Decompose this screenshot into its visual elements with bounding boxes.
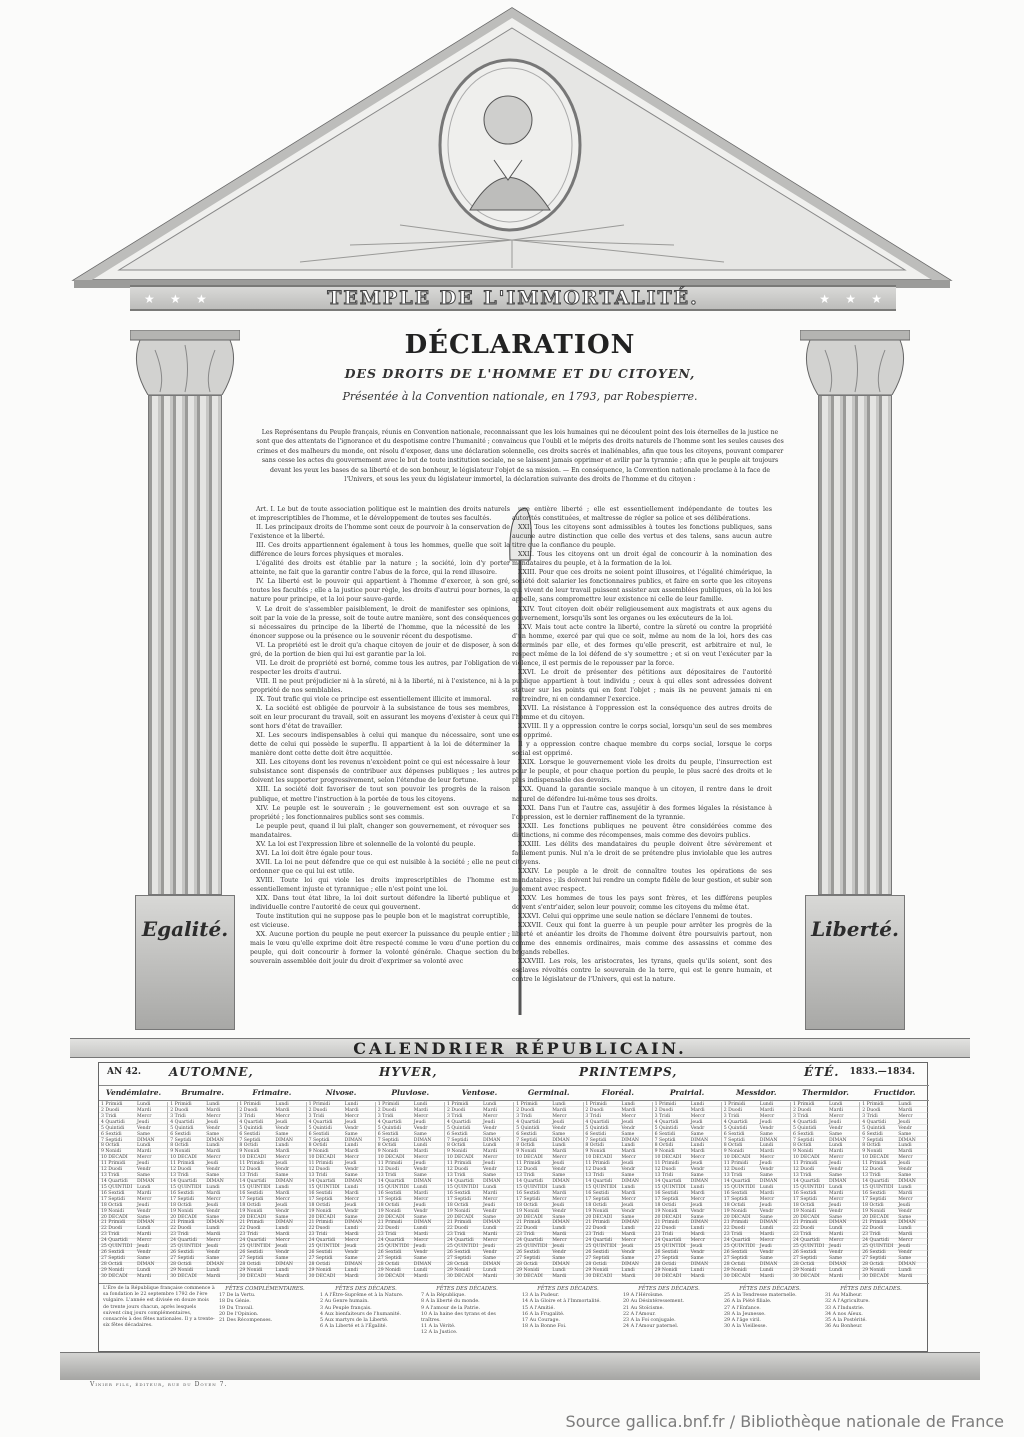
article-paragraph: XX. Aucune portion du peuple ne peut exercer la puissance du peuple entier ; mais le vœu qu'elle exprime doit être respecté comme le vœu d'une portion du peuple, qui doit concourir à former la volonté générale. Chaque section du souverain assemblée doit jouir du droit d'exprimer sa volonté avec [250,931,510,966]
declaration-title: DÉCLARATION [404,330,636,360]
corinthian-capital [130,330,240,395]
fete-line: 21 Des Récompenses. [219,1318,273,1324]
preamble: Les Représentans du Peuple français, réunis en Convention nationale, reconnaissant que les lois humaines qui ne découlent point des lois éternelles de la justice ne sont que des attentats de l'ignorance et du despotisme contre l'humanité ; convaincus que l'oubli et le mépris des droits naturels de l'homme sont les seules causes des crimes et des malheurs du monde, ont résolu d'exposer, dans une déclaration solennelle, ces droits sacrés et inaliénables, afin que tous les citoyens, pouvant comparer sans cesse les actes du gouvernement avec le but de toute institution sociale, ne se laissent jamais opprimer et avilir par la tyrannie ; afin que le peuple ait toujours devant les yeux les bases de sa liberté et de son bonheur, le législateur l'objet de sa mission. — En conséquence, la Convention nationale proclame à la face de l'Univers, et sous les yeux du législateur immortel, la déclaration suivante des droits de l'homme et du citoyen : [256,429,784,484]
pedestal [135,895,235,1030]
fete-line: 29 A l'âge viril. [724,1318,761,1324]
article-paragraph: XXXIII. Les délits des mandataires du peuple doivent être sévèrement et facilement punis. Nul n'a le droit de se prétendre plus inviolable que les autres citoyens. [512,840,772,866]
season-autumn: AUTOMNE, [169,1065,254,1079]
fetes-column [724,1286,816,1330]
decade-day-column: 1 Primidi 2 Duodi 3 Tridi 4 Quartidi 5 Quintidi 6 Sextidi 7 Septidi 8 Octidi 9 Nonidi 10 DECADI 11 Primidi 12 Duodi 13 Tridi 14 Quartidi 15 QUINTIDI 16 Sextidi 17 Septidi 18 Octidi 19 Nonidi 20 DECADI 21 Primidi 22 Duodi 23 Tridi 24 Quartidi 25 QUINTIDI 26 Sextidi 27 Septidi 28 Octidi 29 Nonidi 30 DECADI [516,1102,548,1279]
weekday-column: Lundi Mardi Mercr Jeudi Vendr Same DIMAN Lundi Mardi Mercr Jeudi Vendr Same DIMAN Lundi Mardi Mercr Jeudi Vendr Same DIMAN Lundi Mardi Mercr Jeudi Vendr Same DIMAN Lundi Mardi [621,1102,639,1279]
months-header-row [99,1085,929,1101]
fete-line: 10 A la haine des tyrans et des traîtres. [421,1311,496,1324]
fetes-row [99,1283,929,1353]
calendar-base [60,1352,980,1380]
decade-day-column: 1 Primidi 2 Duodi 3 Tridi 4 Quartidi 5 Quintidi 6 Sextidi 7 Septidi 8 Octidi 9 Nonidi 10 DECADI 11 Primidi 12 Duodi 13 Tridi 14 Quartidi 15 QUINTIDI 16 Sextidi 17 Septidi 18 Octidi 19 Nonidi 20 DECADI 21 Primidi 22 Duodi 23 Tridi 24 Quartidi 25 QUINTIDI 26 Sextidi 27 Septidi 28 Octidi 29 Nonidi 30 DECADI [377,1102,409,1279]
fete-line: 7 A la République. [421,1293,466,1299]
month-header: Prairial. [669,1088,705,1097]
decade-day-column: 1 Primidi 2 Duodi 3 Tridi 4 Quartidi 5 Quintidi 6 Sextidi 7 Septidi 8 Octidi 9 Nonidi 10 DECADI 11 Primidi 12 Duodi 13 Tridi 14 Quartidi 15 QUINTIDI 16 Sextidi 17 Septidi 18 Octidi 19 Nonidi 20 DECADI 21 Primidi 22 Duodi 23 Tridi 24 Quartidi 25 QUINTIDI 26 Sextidi 27 Septidi 28 Octidi 29 Nonidi 30 DECADI [308,1102,340,1279]
article-paragraph: XIX. Dans tout état libre, la loi doit surtout défendre la liberté publique et individuelle contre l'autorité de ceux qui gouvernent. [250,895,510,912]
declaration-subtitle: DES DROITS DE L'HOMME ET DU CITOYEN, [344,366,696,381]
temple-title: TEMPLE DE L'IMMORTALITÉ. [327,287,699,309]
fetes-title: FÊTES DES DÉCADES. [638,1286,700,1292]
fluted-shaft [148,395,222,895]
fetes-column [219,1286,311,1324]
decade-day-column: 1 Primidi 2 Duodi 3 Tridi 4 Quartidi 5 Quintidi 6 Sextidi 7 Septidi 8 Octidi 9 Nonidi 10 DECADI 11 Primidi 12 Duodi 13 Tridi 14 Quartidi 15 QUINTIDI 16 Sextidi 17 Septidi 18 Octidi 19 Nonidi 20 DECADI 21 Primidi 22 Duodi 23 Tridi 24 Quartidi 25 QUINTIDI 26 Sextidi 27 Septidi 28 Octidi 29 Nonidi 30 DECADI [447,1102,479,1279]
weekday-column: Lundi Mardi Mercr Jeudi Vendr Same DIMAN Lundi Mardi Mercr Jeudi Vendr Same DIMAN Lundi Mardi Mercr Jeudi Vendr Same DIMAN Lundi Mardi Mercr Jeudi Vendr Same DIMAN Lundi Mardi [483,1102,501,1279]
fetes-title: FÊTES DES DÉCADES. [537,1286,599,1292]
article-paragraph: XXIII. Pour que ces droits ne soient point illusoires, et l'égalité chimérique, la société doit salarier les fonctionnaires publics, et faire en sorte que les citoyens qui vivent de leur travail puissent assister aux assemblées publiques, où la loi les appelle, sans compromettre leur existence ni celle de leur famille. [512,569,772,604]
weekday-column: Lundi Mardi Mercr Jeudi Vendr Same DIMAN Lundi Mardi Mercr Jeudi Vendr Same DIMAN Lundi Mardi Mercr Jeudi Vendr Same DIMAN Lundi Mardi Mercr Jeudi Vendr Same DIMAN Lundi Mardi [206,1102,224,1279]
article-paragraph: XVII. La loi ne peut défendre que ce qui est nuisible à la société ; elle ne peut ordonner que ce qui lui est utile. [250,858,510,875]
liberte-label: Liberté. [811,917,899,941]
fete-line: 31 Au Malheur. [825,1293,863,1299]
articles-left-column [250,505,510,966]
article-paragraph: XXXII. Les fonctions publiques ne peuvent être considérées comme des distinctions, ni comme des récompenses, mais comme des devoirs publics. [512,822,772,839]
fete-line: 1 A l'Être-Suprême et à la Nature. [320,1293,404,1299]
article-paragraph: XXXV. Les hommes de tous les pays sont frères, et les différens peuples doivent s'entr'aider, selon leur pouvoir, comme les citoyens du même état. [512,895,772,912]
article-paragraph: XXVII. La résistance à l'oppression est la conséquence des autres droits de l'homme et du citoyen. [512,705,772,722]
weekday-column: Lundi Mardi Mercr Jeudi Vendr Same DIMAN Lundi Mardi Mercr Jeudi Vendr Same DIMAN Lundi Mardi Mercr Jeudi Vendr Same DIMAN Lundi Mardi Mercr Jeudi Vendr Same DIMAN Lundi Mardi [759,1102,778,1279]
star-icon: ★ [871,292,882,306]
weekday-column: Lundi Mardi Mercr Jeudi Vendr Same DIMAN Lundi Mardi Mercr Jeudi Vendr Same DIMAN Lundi Mardi Mercr Jeudi Vendr Same DIMAN Lundi Mardi Mercr Jeudi Vendr Same DIMAN Lundi Mardi [690,1102,709,1279]
weekday-column: Lundi Mardi Mercr Jeudi Vendr Same DIMAN Lundi Mardi Mercr Jeudi Vendr Same DIMAN Lundi Mardi Mercr Jeudi Vendr Same DIMAN Lundi Mardi Mercr Jeudi Vendr Same DIMAN Lundi Mardi [413,1102,432,1279]
article-paragraph: Art. I. Le but de toute association politique est le maintien des droits naturels et imprescriptibles de l'homme, et le développement de toutes ses facultés. [250,506,510,523]
article-paragraph: IX. Tout trafic qui viole ce principe est essentiellement illicite et immoral. [256,695,492,703]
article-paragraph: X. La société est obligée de pourvoir à la subsistance de tous ses membres, soit en leur procurant du travail, soit en assurant les moyens d'exister à ceux qui sont hors d'état de travailler. [250,705,510,731]
fetes-column [320,1286,412,1330]
article-paragraph: XXIV. Tout citoyen doit obéir religieusement aux magistrats et aux agens du gouvernement, lorsqu'ils sont les organes ou les exécuteurs de la loi. [512,605,772,622]
fete-line: 14 A la Gloire et à l'Immortalité. [522,1299,601,1305]
article-paragraph: XXX. Quand la garantie sociale manque à un citoyen, il rentre dans le droit naturel de défendre lui-même tous ses droits. [512,786,772,803]
calendar-years: 1833.—1834. [849,1067,915,1077]
fete-line: 25 A la Tendresse maternelle. [724,1293,797,1299]
article-paragraph: Le peuple peut, quand il lui plaît, changer son gouvernement, et révoquer ses mandataires. [250,822,510,839]
article-paragraph: VIII. Il ne peut préjudicier ni à la sûreté, ni à la liberté, ni à l'existence, ni à la propriété de nos semblables. [250,677,510,694]
article-paragraph: XVIII. Toute loi qui viole les droits imprescriptibles de l'homme est essentiellement injuste et tyrannique ; elle n'est point une loi. [250,876,510,893]
month-header: Messidor. [736,1088,777,1097]
season-summer: ÉTÉ. [804,1065,840,1079]
article-paragraph: une entière liberté ; elle est essentiellement indépendante de toutes les autorités constituées, et maîtresse de régler sa police et ses délibérations. [512,506,772,523]
article-paragraph: XXXIV. Le peuple a le droit de connaître toutes les opérations de ses mandataires ; ils doivent lui rendre un compte fidèle de leur gestion, et subir son jugement avec respect. [512,867,772,893]
fete-line: 15 A l'Amitié. [522,1305,555,1311]
month-header: Floréal. [601,1088,634,1097]
month-header: Thermidor. [802,1088,849,1097]
month-header: Ventose. [461,1088,498,1097]
fetes-column [825,1286,917,1330]
source-credit: Source gallica.bnf.fr / Bibliothèque nationale de France [565,1412,1004,1431]
fetes-title: FÊTES COMPLÉMENTAIRES. [225,1286,305,1292]
fete-line: 20 Au Désintéressement. [623,1299,685,1305]
fete-line: 5 Aux martyrs de la Liberté. [320,1318,389,1324]
robespierre-portrait [430,50,590,240]
fetes-column [522,1286,614,1330]
article-paragraph: XI. Les secours indispensables à celui qui manque du nécessaire, sont une dette de celui qui possède le superflu. Il appartient à la loi de déterminer la manière dont cette dette doit être acquittée. [250,732,510,758]
fete-line: 17 Au Courage. [522,1318,560,1324]
decade-day-column: 1 Primidi 2 Duodi 3 Tridi 4 Quartidi 5 Quintidi 6 Sextidi 7 Septidi 8 Octidi 9 Nonidi 10 DECADI 11 Primidi 12 Duodi 13 Tridi 14 Quartidi 15 QUINTIDI 16 Sextidi 17 Septidi 18 Octidi 19 Nonidi 20 DECADI 21 Primidi 22 Duodi 23 Tridi 24 Quartidi 25 QUINTIDI 26 Sextidi 27 Septidi 28 Octidi 29 Nonidi 30 DECADI [862,1102,894,1279]
article-paragraph: VI. La propriété est le droit qu'a chaque citoyen de jouir et de disposer, à son gré, de la portion de bien qui lui est garantie par la loi. [250,641,510,658]
season-winter: HYVER, [379,1065,438,1079]
article-paragraph: III. Ces droits appartiennent également à tous les hommes, quelle que soit la différence de leurs forces physiques et morales. [250,542,510,559]
pedestal [805,895,905,1030]
temple-banner [130,285,896,311]
star-icon: ★ [819,292,830,306]
article-paragraph: XXXVI. Celui qui opprime une seule nation se déclare l'ennemi de toutes. [518,913,753,921]
fete-line: 24 A l'Amour paternel. [623,1324,679,1330]
article-paragraph: XXI. Tous les citoyens sont admissibles à toutes les fonctions publiques, sans aucune autre distinction que celle des vertus et des talens, sans aucun autre titre que la confiance du peuple. [512,524,772,550]
article-paragraph: IV. La liberté est le pouvoir qui appartient à l'homme d'exercer, à son gré, toutes les facultés ; elle a la justice pour règle, les droits d'autrui pour bornes, la nature pour principe, et la loi pour sauve-garde. [250,578,510,604]
month-header: Fructidor. [873,1088,916,1097]
fetes-column [421,1286,513,1337]
article-paragraph: Toute institution qui ne suppose pas le peuple bon et le magistrat corruptible, est vicieuse. [250,913,510,930]
star-icon: ★ [845,292,856,306]
month-header: Germinal. [527,1088,570,1097]
weekday-column: Lundi Mardi Mercr Jeudi Vendr Same DIMAN Lundi Mardi Mercr Jeudi Vendr Same DIMAN Lundi Mardi Mercr Jeudi Vendr Same DIMAN Lundi Mardi Mercr Jeudi Vendr Same DIMAN Lundi Mardi [552,1102,570,1279]
fete-line: 30 A la Vieillesse. [724,1324,768,1330]
article-paragraph: XXVI. Le droit de présenter des pétitions aux dépositaires de l'autorité publique appartient à tout individu ; ceux à qui elles sont adressées doivent statuer sur les points qui en font l'objet ; mais ils ne peuvent jamais ni en restreindre, ni en condamner l'exercice. [512,668,772,703]
article-paragraph: XIII. La société doit favoriser de tout son pouvoir les progrès de la raison publique, et mettre l'instruction à la portée de tous les citoyens. [250,786,510,803]
fete-line: 3 Au Peuple français. [320,1305,372,1311]
fete-line: 2 Au Genre humain. [320,1299,369,1305]
presented-line: Présentée à la Convention nationale, en 1793, par Robespierre. [342,390,698,403]
fete-line: 26 A la Piété filiale. [724,1299,772,1305]
fete-line: 4 Aux bienfaiteurs de l'humanité. [320,1311,401,1317]
egalite-label: Egalité. [141,917,229,941]
month-header: Nivose. [325,1088,357,1097]
calendar-year: AN 42. [107,1067,142,1077]
star-icon: ★ [196,292,207,306]
article-paragraph: XXXI. Dans l'un et l'autre cas, assujétir à des formes légales la résistance à l'oppression, est le dernier raffinement de la tyrannie. [512,804,772,821]
articles-right-column [512,505,772,984]
star-icon: ★ [170,292,181,306]
decade-day-column: 1 Primidi 2 Duodi 3 Tridi 4 Quartidi 5 Quintidi 6 Sextidi 7 Septidi 8 Octidi 9 Nonidi 10 DECADI 11 Primidi 12 Duodi 13 Tridi 14 Quartidi 15 QUINTIDI 16 Sextidi 17 Septidi 18 Octidi 19 Nonidi 20 DECADI 21 Primidi 22 Duodi 23 Tridi 24 Quartidi 25 QUINTIDI 26 Sextidi 27 Septidi 28 Octidi 29 Nonidi 30 DECADI [723,1102,755,1279]
fete-line: 16 A la Frugalité. [522,1311,565,1317]
weekday-column: Lundi Mardi Mercr Jeudi Vendr Same DIMAN Lundi Mardi Mercr Jeudi Vendr Same DIMAN Lundi Mardi Mercr Jeudi Vendr Same DIMAN Lundi Mardi Mercr Jeudi Vendr Same DIMAN Lundi Mardi [829,1102,847,1279]
fete-line: 17 De la Vertu. [219,1293,256,1299]
calendar-table [98,1062,928,1352]
month-header: Frimaire. [252,1088,292,1097]
fete-line: 27 A l'Enfance. [724,1305,761,1311]
fete-line: 23 A la Foi conjugale. [623,1318,676,1324]
weekday-column: Lundi Mardi Mercr Jeudi Vendr Same DIMAN Lundi Mardi Mercr Jeudi Vendr Same DIMAN Lundi Mardi Mercr Jeudi Vendr Same DIMAN Lundi Mardi Mercr Jeudi Vendr Same DIMAN Lundi Mardi [344,1102,363,1279]
fetes-column [623,1286,715,1330]
article-paragraph: XV. La loi est l'expression libre et solennelle de la volonté du peuple. [256,840,476,848]
fete-line: 8 A la liberté du monde. [421,1299,480,1305]
article-paragraph: L'égalité des droits est établie par la nature ; la société, loin d'y porter atteinte, ne fait que la garantir contre l'abus de la force, qui la rend illusoire. [250,560,510,577]
fete-line: 34 A nos Aïeux. [825,1311,863,1317]
fete-line: 9 A l'amour de la Patrie. [421,1305,480,1311]
article-paragraph: XIV. Le peuple est le souverain ; le gouvernement est son ouvrage et sa propriété ; les fonctionnaires publics sont ses commis. [250,804,510,821]
fetes-title: FÊTES DES DÉCADES. [436,1286,498,1292]
fete-line: 6 A la Liberté et à l'Égalité. [320,1324,388,1330]
article-paragraph: VII. Le droit de propriété est borné, comme tous les autres, par l'obligation de respecter les droits d'autrui. [250,659,510,676]
article-paragraph: Il y a oppression contre chaque membre du corps social, lorsque le corps social est opprimé. [512,741,772,758]
fetes-title: FÊTES DES DÉCADES. [335,1286,397,1292]
article-paragraph: XXVIII. Il y a oppression contre le corps social, lorsqu'un seul de ses membres est opprimé. [512,723,772,740]
fete-line: 32 A l'Agriculture. [825,1299,870,1305]
decade-day-column: 1 Primidi 2 Duodi 3 Tridi 4 Quartidi 5 Quintidi 6 Sextidi 7 Septidi 8 Octidi 9 Nonidi 10 DECADI 11 Primidi 12 Duodi 13 Tridi 14 Quartidi 15 QUINTIDI 16 Sextidi 17 Septidi 18 Octidi 19 Nonidi 20 DECADI 21 Primidi 22 Duodi 23 Tridi 24 Quartidi 25 QUINTIDI 26 Sextidi 27 Septidi 28 Octidi 29 Nonidi 30 DECADI [654,1102,686,1279]
article-paragraph: XVI. La loi doit être égale pour tous. [256,849,373,857]
fetes-title: FÊTES DES DÉCADES. [739,1286,801,1292]
month-header: Pluviose. [391,1088,430,1097]
printer-credit: Vinier fils, éditeur, rue du Doyen 7. [90,1381,228,1388]
article-paragraph: XXII. Tous les citoyens ont un droit égal de concourir à la nomination des mandataires du peuple, et à la formation de la loi. [512,551,772,568]
fete-line: 13 A la Pudeur. [522,1293,560,1299]
days-grid [99,1102,929,1280]
fete-line: 19 A l'Héroïsme. [623,1293,664,1299]
fetes-title: FÊTES DES DÉCADES. [840,1286,902,1292]
fete-line: 33 A l'Industrie. [825,1305,865,1311]
star-icon: ★ [144,292,155,306]
calendar-title: CALENDRIER RÉPUBLICAIN. [70,1038,970,1058]
fete-line: 35 A la Postérité. [825,1318,867,1324]
fete-line: 22 A l'Amour. [623,1311,656,1317]
decade-day-column: 1 Primidi 2 Duodi 3 Tridi 4 Quartidi 5 Quintidi 6 Sextidi 7 Septidi 8 Octidi 9 Nonidi 10 DECADI 11 Primidi 12 Duodi 13 Tridi 14 Quartidi 15 QUINTIDI 16 Sextidi 17 Septidi 18 Octidi 19 Nonidi 20 DECADI 21 Primidi 22 Duodi 23 Tridi 24 Quartidi 25 QUINTIDI 26 Sextidi 27 Septidi 28 Octidi 29 Nonidi 30 DECADI [585,1102,617,1279]
fete-line: 20 De l'Opinion. [219,1311,259,1317]
article-paragraph: XXXVIII. Les rois, les aristocrates, les tyrans, quels qu'ils soient, sont des esclaves révoltés contre le souverain de la terre, qui est le genre humain, et contre le législateur de l'Univers, qui est la nature. [512,958,772,984]
fete-line: 18 Du Génie. [219,1299,251,1305]
article-paragraph: XII. Les citoyens dont les revenus n'excèdent point ce qui est nécessaire à leur subsistance sont dispensés de contribuer aux dépenses publiques ; les autres doivent les supporter progressivement, selon l'étendue de leur fortune. [250,759,510,785]
article-paragraph: XXXVII. Ceux qui font la guerre à un peuple pour arrêter les progrès de la liberté et anéantir les droits de l'homme doivent être poursuivis partout, non comme des ennemis ordinaires, mais comme des assassins et comme des brigands rebelles. [512,922,772,957]
corinthian-capital [800,330,910,395]
fete-line: 12 A la Justice. [421,1330,458,1336]
calendar-note: L'Ère de la République française commence à sa fondation le 22 septembre 1792 de l'ère vulgaire. L'année est divisée en douze mois de trente jours chacun, après lesquels suivent cinq jours complémentaires, consacrés à des fêtes nationales. Il y a trente-six fêtes décadaires. [103,1286,215,1329]
article-paragraph: V. Le droit de s'assembler paisiblement, le droit de manifester ses opinions, soit par la voie de la presse, soit de toute autre manière, sont des conséquences si nécessaires du principe de la liberté de l'homme, que la nécessité de les énoncer suppose ou la présence ou le souvenir récent du despotisme. [250,605,510,640]
article-paragraph: XXV. Mais tout acte contre la liberté, contre la sûreté ou contre la propriété d'un homme, exercé par qui que ce soit, même au nom de la loi, hors des cas déterminés par elle, et des formes qu'elle prescrit, est arbitraire et nul, le respect même de la loi défend de s'y soumettre ; et si on veut l'exécuter par la violence, il est permis de le repousser par la force. [512,623,772,667]
decade-day-column: 1 Primidi 2 Duodi 3 Tridi 4 Quartidi 5 Quintidi 6 Sextidi 7 Septidi 8 Octidi 9 Nonidi 10 DECADI 11 Primidi 12 Duodi 13 Tridi 14 Quartidi 15 QUINTIDI 16 Sextidi 17 Septidi 18 Octidi 19 Nonidi 20 DECADI 21 Primidi 22 Duodi 23 Tridi 24 Quartidi 25 QUINTIDI 26 Sextidi 27 Septidi 28 Octidi 29 Nonidi 30 DECADI [793,1102,825,1279]
fete-line: 21 Au Stoïcisme. [623,1305,664,1311]
fete-line: 36 Au Bonheur. [825,1324,863,1330]
article-paragraph: XXIX. Lorsque le gouvernement viole les droits du peuple, l'insurrection est pour le peuple, et pour chaque portion du peuple, le plus sacré des droits et le plus indispensable des devoirs. [512,759,772,785]
month-header: Brumaire. [181,1088,225,1097]
season-spring: PRINTEMPS, [579,1065,678,1079]
decade-day-column: 1 Primidi 2 Duodi 3 Tridi 4 Quartidi 5 Quintidi 6 Sextidi 7 Septidi 8 Octidi 9 Nonidi 10 DECADI 11 Primidi 12 Duodi 13 Tridi 14 Quartidi 15 QUINTIDI 16 Sextidi 17 Septidi 18 Octidi 19 Nonidi 20 DECADI 21 Primidi 22 Duodi 23 Tridi 24 Quartidi 25 QUINTIDI 26 Sextidi 27 Septidi 28 Octidi 29 Nonidi 30 DECADI [170,1102,202,1279]
weekday-column: Lundi Mardi Mercr Jeudi Vendr Same DIMAN Lundi Mardi Mercr Jeudi Vendr Same DIMAN Lundi Mardi Mercr Jeudi Vendr Same DIMAN Lundi Mardi Mercr Jeudi Vendr Same DIMAN Lundi Mardi [898,1102,916,1279]
decade-day-column: 1 Primidi 2 Duodi 3 Tridi 4 Quartidi 5 Quintidi 6 Sextidi 7 Septidi 8 Octidi 9 Nonidi 10 DECADI 11 Primidi 12 Duodi 13 Tridi 14 Quartidi 15 QUINTIDI 16 Sextidi 17 Septidi 18 Octidi 19 Nonidi 20 DECADI 21 Primidi 22 Duodi 23 Tridi 24 Quartidi 25 QUINTIDI 26 Sextidi 27 Septidi 28 Octidi 29 Nonidi 30 DECADI [239,1102,271,1279]
weekday-column: Lundi Mardi Mercr Jeudi Vendr Same DIMAN Lundi Mardi Mercr Jeudi Vendr Same DIMAN Lundi Mardi Mercr Jeudi Vendr Same DIMAN Lundi Mardi Mercr Jeudi Vendr Same DIMAN Lundi Mardi [275,1102,293,1279]
fete-line: 28 A la Jeunesse. [724,1311,766,1317]
month-header: Vendémiaire. [105,1088,162,1097]
fete-line: 11 A la Vérité. [421,1324,456,1330]
fluted-shaft [818,395,892,895]
article-paragraph: II. Les principaux droits de l'homme sont ceux de pourvoir à la conservation de l'existence et la liberté. [250,524,510,541]
fete-line: 19 Du Travail. [219,1305,254,1311]
decade-day-column: 1 Primidi 2 Duodi 3 Tridi 4 Quartidi 5 Quintidi 6 Sextidi 7 Septidi 8 Octidi 9 Nonidi 10 DECADI 11 Primidi 12 Duodi 13 Tridi 14 Quartidi 15 QUINTIDI 16 Sextidi 17 Septidi 18 Octidi 19 Nonidi 20 DECADI 21 Primidi 22 Duodi 23 Tridi 24 Quartidi 25 QUINTIDI 26 Sextidi 27 Septidi 28 Octidi 29 Nonidi 30 DECADI [101,1102,133,1279]
fete-line: 18 A la Bonne Foi. [522,1324,567,1330]
weekday-column: Lundi Mardi Mercr Jeudi Vendr Same DIMAN Lundi Mardi Mercr Jeudi Vendr Same DIMAN Lundi Mardi Mercr Jeudi Vendr Same DIMAN Lundi Mardi Mercr Jeudi Vendr Same DIMAN Lundi Mardi [137,1102,155,1279]
